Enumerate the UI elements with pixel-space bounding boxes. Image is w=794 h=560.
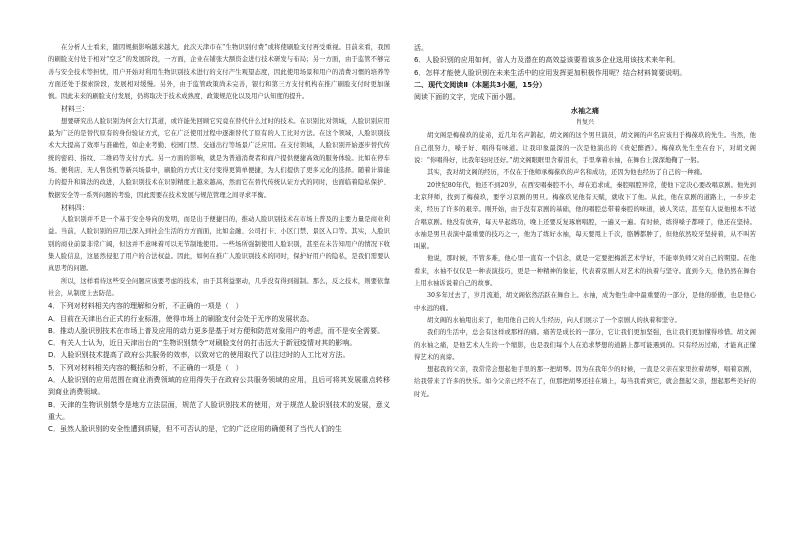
material-three-label: 材料三：: [61, 105, 89, 114]
article-paragraph-5: 30多年过去了，岁月流逝，胡文阁依然活跃在舞台上。水袖，成为他生命中最重要的一部分，是他的骄傲，也是他心中永远的痛。: [414, 292, 756, 312]
article-paragraph-4: 他说，那时候，不管多难，他心里一直有一个信念，就是一定要把梅派艺术学好，不能辜负师父对自己的期望。在他看来，水袖不仅仅是一种表演技巧，更是一种精神的象征，代表着京剧人对艺术的执着与坚守。直到今天，他仍然在舞台上用水袖诉说着自己的故事。: [414, 255, 756, 288]
question-5-option-c-cont: 活。: [414, 44, 429, 52]
article-author: 肖复兴: [575, 119, 595, 127]
question-6-line-a: 6．人脸识别的应用如何，省人力及潜在的高效益该要看该多企业选用该技术来年利。: [414, 56, 680, 65]
question-5: 5．下列对材料相关内容的概括和分析，不正确的一项是（ ）: [48, 363, 243, 372]
article-paragraph-6: 胡文阁的水袖甩出来了，他用他自己的人生经历，向人们展示了一个京剧人的执着和坚守。: [427, 316, 681, 324]
article-title: 水袖之痛: [570, 106, 600, 116]
question-5-option-a[interactable]: A．人脸识别的应用范围在商业消费领域的应用得失于在政府公共服务领域的应用，且后可将其发展重点转移到商业消费领域。: [48, 376, 390, 397]
question-4-option-a[interactable]: A．目前在天津出台正式的行业标准，使得市场上的刷脸支付会处于无序的发展状态。: [48, 314, 314, 323]
article-paragraph-3: 20世纪80年代，他还不到20岁，在西安唱秦腔不小，却在追求成，秦腔唱腔异常，使他下定决心要改唱京剧。他先到北京拜师，找到了梅葆玖，要学习京剧的男旦。梅葆玖见他有天赋，就收下了他。从此，他在京剧的道路上，一步步走来，经历了许多的艰辛。刚开始，由于没有京剧的基础，他的唱腔总带着秦腔的味道，被人笑话，甚至有人说他根本不适合唱京剧。他没有放弃，每天早起练功，晚上还要反复琢磨唱腔，一遍又一遍。有时候，练得嗓子都哑了，他还在坚持。水袖是男旦表演中最重要的技巧之一，他为了练好水袖，每天要甩上千次，胳膊都肿了，但他依然咬牙坚持着，从不叫苦叫累。: [414, 181, 756, 251]
section-heading: 二、现代文阅读Ⅱ（本题共3小题，15分）: [414, 80, 547, 89]
material-four-text: 人脸识别并不是一个基于安全导向的发明，而是出于便捷目的，推动人脸识别技术在市场上普及的主要力量是商业利益。当前，人脸识别的应用已深入到社会生活的方方面面，比如金融、公司打卡、小区门禁、景区入口等。其实，人脸识别的商业前景非常广阔，但这并不意味着可以无节制地使用。一些场所强制使用人脸识别，甚至在未告知用户的情况下收集人脸信息，这显然侵犯了用户的合法权益。因此，如何在推广人脸识别技术的同时，保护好用户的隐私，是我们需要认真思考的问题。: [48, 216, 390, 273]
material-two-paragraph: 在分析人士看来，随因规损影响越来越大，此次天津市在“生物识别付费”或将使刷脸支付再受重视。目前来看，我国的刷脸支付处于相对“空乏”的发展阶段，一方面，企业在铺张大额资金进行技术研发与布局；另一方面，由于监管不够完善与安全技术等担忧，用户开始对利用生物识别技术进行的支付产生观望态度，因此使用场景和用户的消费习惯的培养等方面还处于探索阶段，发展相对缓慢。另外，由于监管政策尚未完善，银行和第三方支付机构在推广刷脸支付时更加谨慎。因此未来的刷脸支付发展，仍将取决于技术成熟度、政策规范化以及用户认知度的提升。: [48, 44, 390, 101]
question-6-line-b: 6．怎样才能使人脸识别在未来生活中的应用发挥更加积极作用呢？结合材料简要说明。: [414, 68, 687, 77]
question-4: 4．下列对材料相关内容的理解和分析，不正确的一项是（ ）: [48, 302, 243, 311]
question-4-option-b[interactable]: B．推动人脸识别技术在市场上普及应用的动力更多是基于对方便和防范对象用户的考虑，而不是安全需要。: [48, 326, 385, 335]
question-5-option-b[interactable]: B．天津的生物识别禁令是地方立法层面，规范了人脸识别技术的使用，对于规范人脸识别技术的发展，意义重大。: [48, 400, 390, 421]
question-4-option-d[interactable]: D．人脸识别技术提高了政府公共服务的效率，以致对它的使用取代了以往过时的人工比对方法。: [48, 351, 350, 360]
reading-instruction: 阅读下面的文字，完成下面小题。: [414, 93, 520, 102]
left-column: [48, 42, 390, 542]
question-4-option-c[interactable]: C．有关人士认为，近日天津出台的“生物识别禁令”对刷脸支付的打击远大于新冠疫情对其的影响。: [48, 339, 357, 348]
question-5-option-c[interactable]: C．虽然人脸识别的安全性遭到质疑，但不可否认的是，它的广泛应用的确便利了当代人们的生: [48, 425, 342, 434]
material-three-text: 想要研究出人脸识别为何会大行其道，或许能先回顾它究竟在替代什么过时的技术。在识别比对领域，人脸识别应用最为广泛的是替代原有的身份验证方式，它在广泛使用过程中逐渐替代了原有的人工比对方法。在这个领域，人脸识别技术大大提高了效率与准确性，如企业考勤、校园门禁、交通出行等场景广泛应用。在支付领域，人脸识别开始逐步替代传统的密码、指纹、二维码等支付方式。另一方面的影响，就是为普通消费者和商户提供便捷高效的服务体验。比如在停车场、便利店、无人售货机等新兴场景中，刷脸的方式让支付变得更简单便捷，为人们提供了更多元化的选择。随着计算能力的提升和算法的改进，人脸识别技术在识别精度上越来越高，然而它在替代传统认证方式的同时，也面临着隐私保护、数据安全等一系列问题的考验，因此需要在技术发展与规范管理之间寻求平衡。: [48, 117, 390, 199]
article-paragraph-1: 胡文阁是梅葆玖的徒弟，近几年名声鹊起，胡文阁的这个男旦演员，胡文阁的声名应该归于梅葆玖的先生。当然，他自己很努力，嗓子好、唱得有味道。让我印象最深的一次是他演出的《贵妃醉酒》。梅葆玖先生坐在台下，对胡文阁说：“你唱得好，比我年轻时还好。”胡文阁眼眶里含着泪水，手里拿着水袖，在舞台上深深地鞠了一躬。: [414, 132, 756, 165]
article-paragraph-8: 想起我的父亲，我常常会想起他手里的那一把胡琴。因为在我年少的时候，一直是父亲在家里拉着胡琴，唱着京剧，给我带来了许多的快乐。如今父亲已经不在了，但那把胡琴还挂在墙上，每当我看到它，就会想起父亲，想起那些美好的时光。: [414, 366, 756, 398]
material-four-label: 材料四：: [61, 203, 89, 212]
article-paragraph-2: 其实，我对胡文阁的经历，不仅在于他师承梅葆玖的声名和成功，还因为他也经历了自己的一种痛。: [427, 169, 707, 177]
material-four-conclusion: 所以，这样看待这些安全问题应该要考虑的技术，由于其利益驱动，几乎没有得到遏制。那么，反之技术，则要依靠社会，从制度上去防范。: [48, 277, 390, 297]
article-paragraph-7: 我们的生活中，总会有这样或那样的痛。痛苦是成长的一部分，它让我们更加坚强，也让我们更加懂得珍惜。胡文阁的水袖之痛，是他艺术人生的一个缩影，也是我们每个人在追求梦想的道路上都可能遇到的。只有经历过痛，才能真正懂得艺术的真谛。: [414, 329, 756, 361]
right-column: [414, 42, 756, 542]
